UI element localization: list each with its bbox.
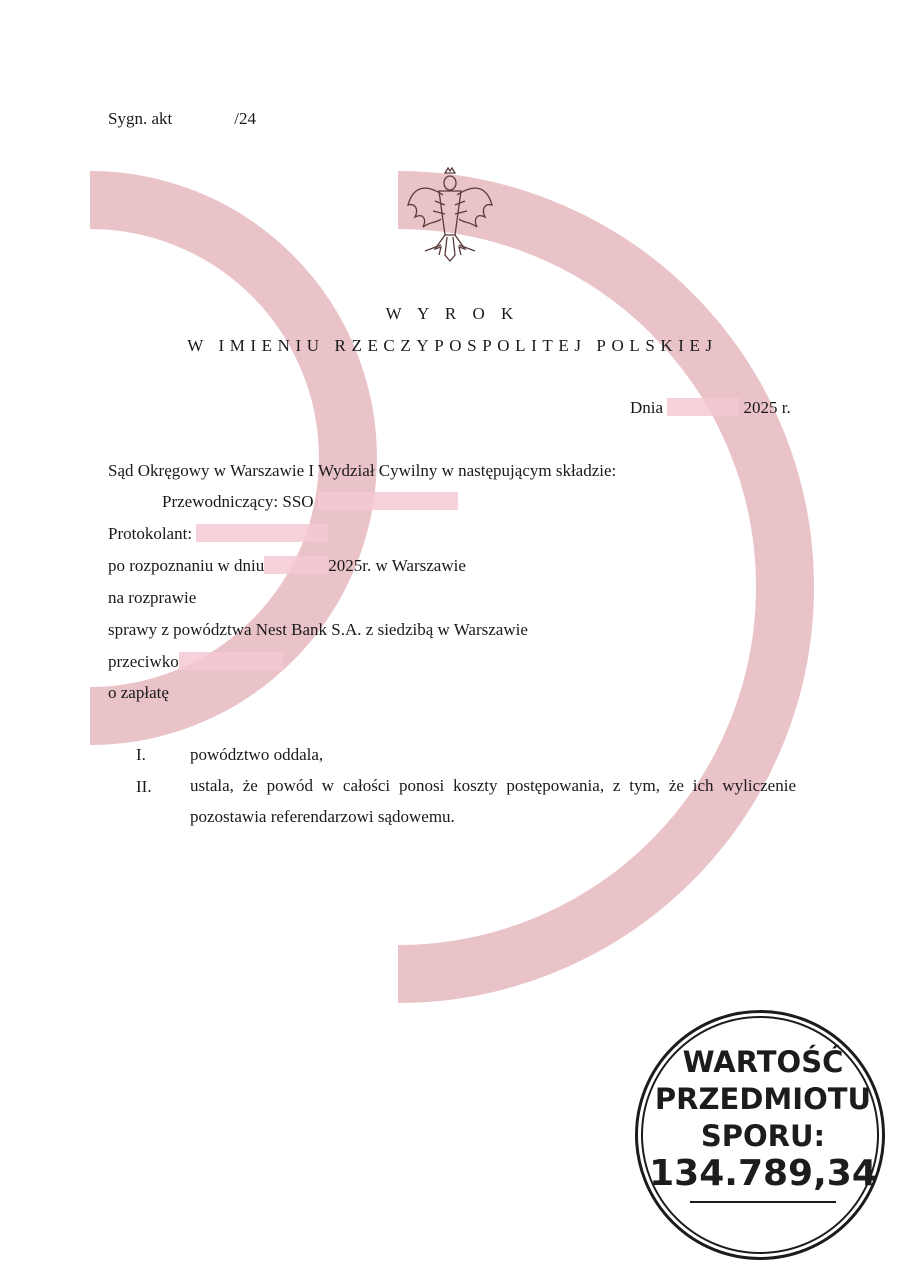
document-title: W Y R O K [385,304,520,323]
redacted-date [667,398,739,416]
ruling-text: ustala, że powód w całości ponosi koszty postępowania, z tym, że ich wyliczenie pozostawia referendarzowi sądowemu. [190,776,796,826]
clerk-label: Protokolant: [108,524,193,543]
date-line [630,398,791,418]
redacted-judge-name [318,492,458,510]
court-composition: Sąd Okręgowy w Warszawie I Wydział Cywilny w następującym składzie: [108,461,617,480]
document-subtitle: W IMIENIU RZECZYPOSPOLITEJ POLSKIEJ [187,336,718,355]
stamp-underline [690,1201,836,1203]
date-suffix: 2025 r. [743,398,791,417]
dispute-value-stamp [635,1010,885,1260]
case-reference [108,109,256,129]
redacted-hearing-date [264,556,328,574]
redacted-clerk-name [196,524,328,542]
against-label: przeciwko [108,652,179,671]
session-line: na rozprawie [108,588,197,607]
polish-eagle-emblem-icon [405,165,495,263]
ruling-number: I. [136,745,146,764]
presiding-label: Przewodniczący: SSO [162,492,314,511]
hearing-suffix: 2025r. w Warszawie [328,556,466,575]
stamp-line-3: SPORU: [700,1119,826,1153]
clerk-line [108,524,328,544]
case-line: sprawy z powództwa Nest Bank S.A. z siedzibą w Warszawie [108,620,528,639]
defendant-line [108,652,283,672]
ruling-number: II. [136,777,152,796]
redacted-defendant-name [179,652,283,670]
subject-line: o zapłatę [108,683,169,702]
hearing-prefix: po rozpoznaniu w dniu [108,556,265,575]
redacted-case-number [172,109,234,127]
stamp-line-2: PRZEDMIOTU [654,1082,872,1116]
presiding-judge [162,492,458,512]
case-reference-label: Sygn. akt [108,109,173,128]
ruling-text: powództwo oddala, [190,745,324,764]
stamp-amount: 134.789,34 [649,1153,877,1194]
date-prefix: Dnia [630,398,664,417]
case-reference-suffix: /24 [234,109,256,128]
hearing-line [108,556,466,576]
stamp-line-1: WARTOŚĆ [682,1045,844,1079]
